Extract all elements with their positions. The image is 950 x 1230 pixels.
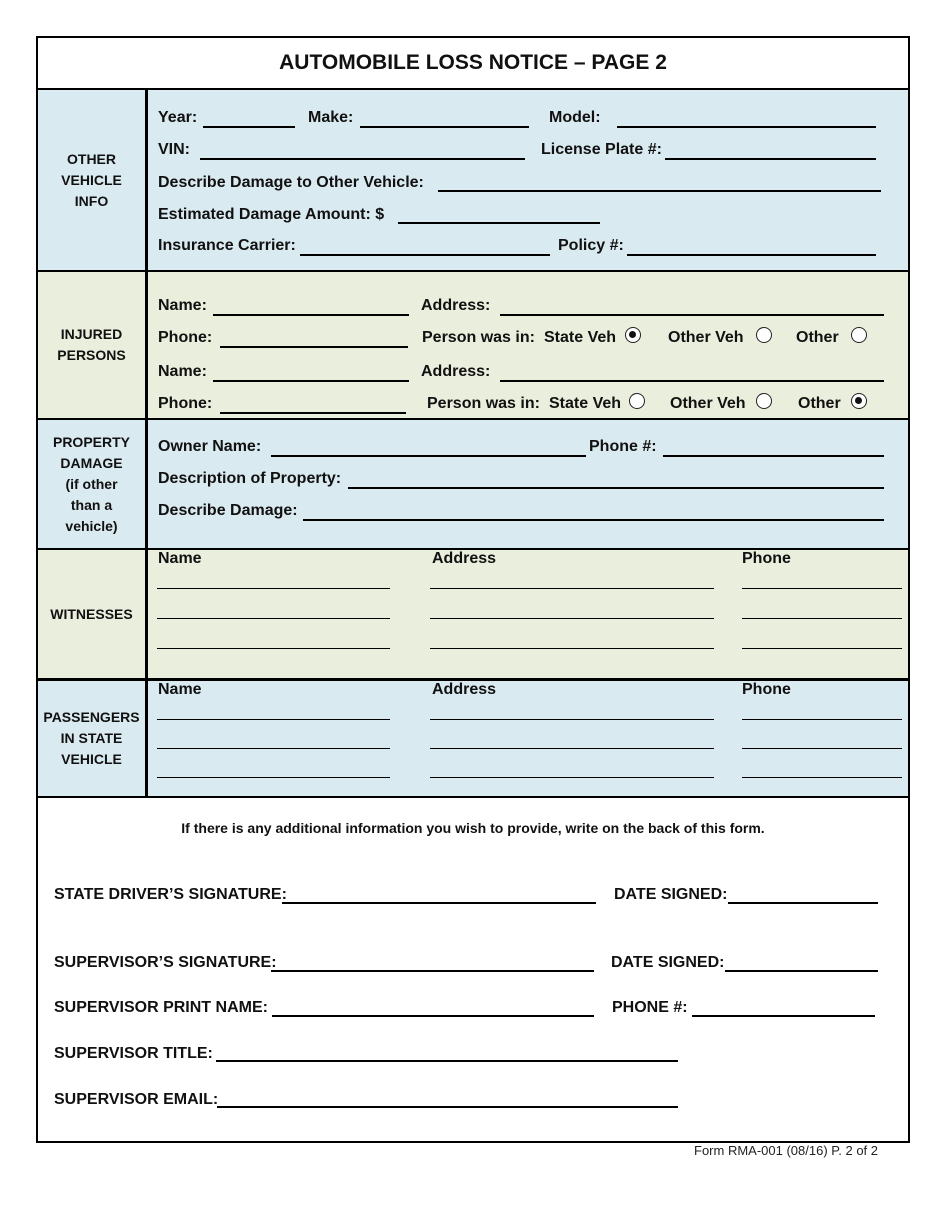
injured2-other-veh-label: Other Veh: [670, 395, 746, 412]
witness-name-header: Name: [158, 550, 202, 567]
license-plate-field[interactable]: [665, 158, 876, 160]
date-signed-1-field[interactable]: [728, 902, 878, 904]
passenger3-address-field[interactable]: [430, 777, 714, 778]
date-signed-1-label: DATE SIGNED:: [614, 886, 728, 903]
make-field[interactable]: [360, 126, 529, 128]
witness1-name-field[interactable]: [157, 588, 390, 589]
passengers-section: [38, 680, 908, 798]
injured1-address-field[interactable]: [500, 314, 884, 316]
injured2-name-field[interactable]: [213, 380, 409, 382]
witness3-address-field[interactable]: [430, 648, 714, 649]
injured2-other-radio[interactable]: [851, 393, 867, 409]
witness-address-header: Address: [432, 550, 497, 567]
passenger-address-header: Address: [432, 681, 497, 698]
supervisor-signature-label: SUPERVISOR’S SIGNATURE:: [54, 954, 277, 971]
policy-field[interactable]: [627, 254, 876, 256]
injured1-state-veh-radio[interactable]: [625, 327, 641, 343]
injured1-other-label: Other: [796, 329, 839, 346]
witness3-phone-field[interactable]: [742, 648, 902, 649]
passenger2-address-field[interactable]: [430, 748, 714, 749]
driver-signature-field[interactable]: [282, 902, 596, 904]
carrier-label: Insurance Carrier:: [158, 237, 296, 254]
injured1-other-veh-radio[interactable]: [756, 327, 772, 343]
witness1-address-field[interactable]: [430, 588, 714, 589]
witnesses-section: [38, 550, 908, 680]
injured-persons-label: INJURED PERSONS: [38, 272, 148, 418]
owner-name-field[interactable]: [271, 455, 586, 457]
passenger1-name-field[interactable]: [157, 719, 390, 720]
property-damage-desc-field[interactable]: [303, 519, 884, 521]
injured2-phone-field[interactable]: [220, 412, 406, 414]
estimate-field[interactable]: [398, 222, 600, 224]
witness-phone-header: Phone: [742, 550, 791, 567]
injured1-other-veh-label: Other Veh: [668, 329, 744, 346]
injured1-phone-field[interactable]: [220, 346, 408, 348]
injured2-phone-label: Phone:: [158, 395, 213, 412]
model-label: Model:: [549, 109, 601, 126]
injured1-phone-label: Phone:: [158, 329, 213, 346]
date-signed-2-field[interactable]: [725, 970, 878, 972]
year-label: Year:: [158, 109, 198, 126]
injured1-other-radio[interactable]: [851, 327, 867, 343]
passenger2-phone-field[interactable]: [742, 748, 902, 749]
make-label: Make:: [308, 109, 354, 126]
supervisor-print-name-label: SUPERVISOR PRINT NAME:: [54, 999, 268, 1016]
damage-other-label: Describe Damage to Other Vehicle:: [158, 174, 424, 191]
year-field[interactable]: [203, 126, 295, 128]
supervisor-phone-field[interactable]: [692, 1015, 875, 1017]
owner-name-label: Owner Name:: [158, 438, 262, 455]
injured-persons-section: [38, 272, 908, 420]
supervisor-print-name-field[interactable]: [272, 1015, 594, 1017]
injured2-state-veh-radio[interactable]: [629, 393, 645, 409]
property-phone-field[interactable]: [663, 455, 884, 457]
injured1-name-field[interactable]: [213, 314, 409, 316]
form-title: AUTOMOBILE LOSS NOTICE – PAGE 2: [38, 38, 908, 90]
license-plate-label: License Plate #:: [541, 141, 662, 158]
witness2-address-field[interactable]: [430, 618, 714, 619]
injured2-other-veh-radio[interactable]: [756, 393, 772, 409]
estimate-label: Estimated Damage Amount: $: [158, 206, 385, 223]
injured2-other-label: Other: [798, 395, 841, 412]
injured2-person-was-in: Person was in:: [427, 395, 540, 412]
form-footer: Form RMA-001 (08/16) P. 2 of 2: [694, 1143, 879, 1158]
witnesses-label: WITNESSES: [38, 550, 148, 678]
driver-signature-label: STATE DRIVER’S SIGNATURE:: [54, 886, 287, 903]
passenger1-address-field[interactable]: [430, 719, 714, 720]
carrier-field[interactable]: [300, 254, 550, 256]
other-vehicle-section: [38, 90, 908, 272]
property-damage-label: PROPERTY DAMAGE (if other than a vehicle): [38, 420, 148, 548]
supervisor-email-field[interactable]: [217, 1106, 678, 1108]
injured1-address-label: Address:: [421, 297, 491, 314]
passenger2-name-field[interactable]: [157, 748, 390, 749]
witness3-name-field[interactable]: [157, 648, 390, 649]
damage-other-field[interactable]: [438, 190, 881, 192]
supervisor-signature-field[interactable]: [271, 970, 594, 972]
property-description-field[interactable]: [348, 487, 884, 489]
supervisor-title-label: SUPERVISOR TITLE:: [54, 1045, 213, 1062]
model-field[interactable]: [617, 126, 876, 128]
vin-label: VIN:: [158, 141, 190, 158]
injured2-name-label: Name:: [158, 363, 207, 380]
vin-field[interactable]: [200, 158, 525, 160]
witness1-phone-field[interactable]: [742, 588, 902, 589]
passenger3-name-field[interactable]: [157, 777, 390, 778]
passenger3-phone-field[interactable]: [742, 777, 902, 778]
injured1-state-veh-label: State Veh: [544, 329, 617, 346]
passenger1-phone-field[interactable]: [742, 719, 902, 720]
property-damage-section: [38, 420, 908, 550]
property-damage-desc-label: Describe Damage:: [158, 502, 298, 519]
supervisor-phone-label: PHONE #:: [612, 999, 688, 1016]
injured2-address-field[interactable]: [500, 380, 884, 382]
passenger-phone-header: Phone: [742, 681, 791, 698]
date-signed-2-label: DATE SIGNED:: [611, 954, 725, 971]
injured1-person-was-in: Person was in:: [422, 329, 535, 346]
additional-info-note: If there is any additional information you wish to provide, write on the back of this form.: [181, 820, 765, 836]
other-vehicle-label: OTHER VEHICLE INFO: [38, 90, 148, 270]
witness2-name-field[interactable]: [157, 618, 390, 619]
injured1-name-label: Name:: [158, 297, 207, 314]
property-description-label: Description of Property:: [158, 470, 342, 487]
supervisor-email-label: SUPERVISOR EMAIL:: [54, 1091, 219, 1108]
injured2-state-veh-label: State Veh: [549, 395, 622, 412]
supervisor-title-field[interactable]: [216, 1060, 678, 1062]
property-phone-label: Phone #:: [589, 438, 657, 455]
passenger-name-header: Name: [158, 681, 202, 698]
policy-label: Policy #:: [558, 237, 624, 254]
injured2-address-label: Address:: [421, 363, 491, 380]
passengers-label: PASSENGERS IN STATE VEHICLE: [38, 681, 148, 796]
witness2-phone-field[interactable]: [742, 618, 902, 619]
loss-notice-form: [36, 36, 910, 1143]
